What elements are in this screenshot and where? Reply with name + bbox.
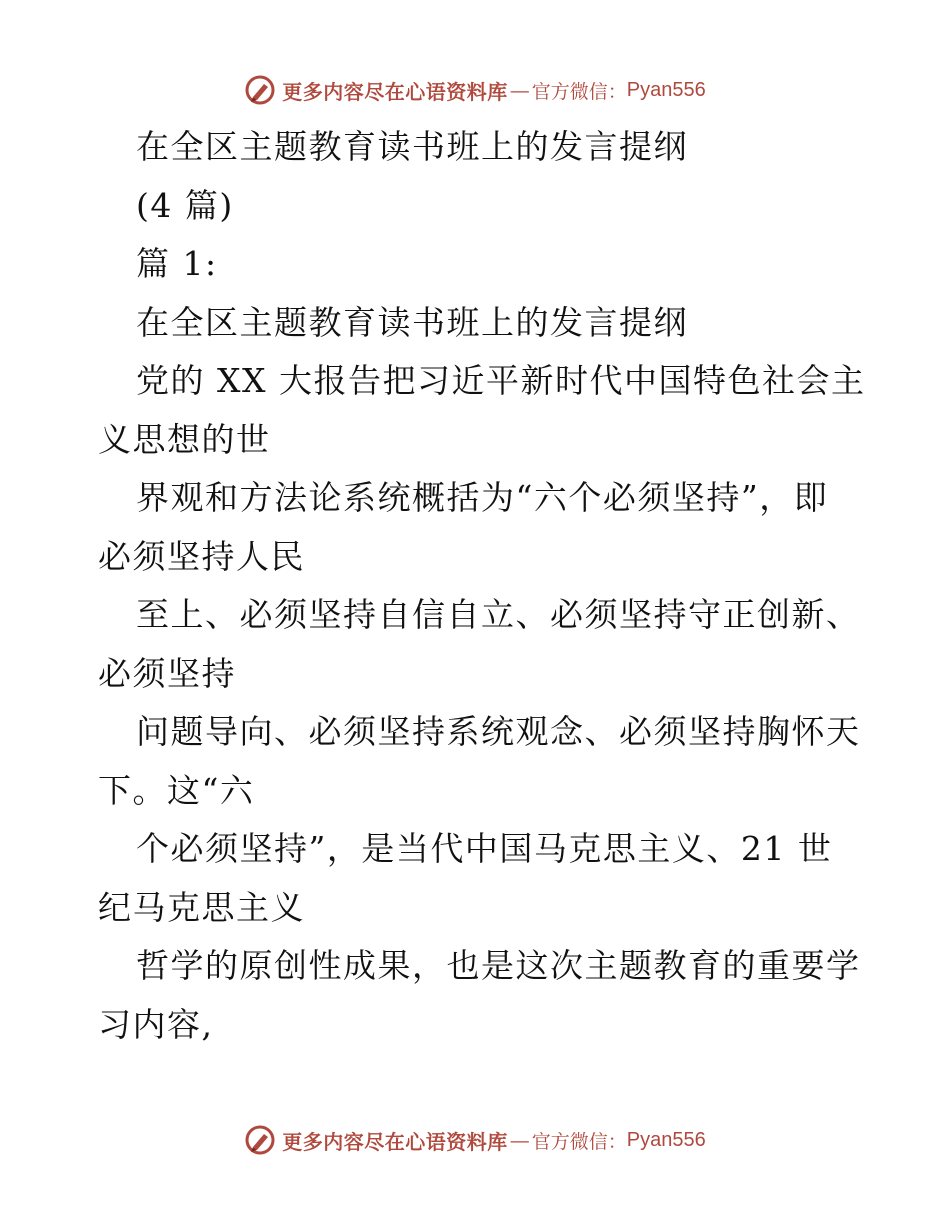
banner-official-label: 官方微信： bbox=[531, 80, 627, 103]
text-line: 必须坚持 bbox=[98, 653, 236, 693]
text-line: 篇 1: bbox=[136, 244, 218, 283]
text-line: 至上、必须坚持自信自立、必须坚持守正创新、 bbox=[136, 595, 861, 634]
banner-title: 更多内容尽在心语资料库 bbox=[282, 79, 508, 104]
text-line: 个必须坚持”，是当代中国马克思主义、21 世 bbox=[136, 829, 833, 868]
text-line: 党的 XX 大报告把习近平新时代中国特色社会主 bbox=[136, 361, 866, 400]
text-line: 在全区主题教育读书班上的发言提纲 bbox=[136, 302, 688, 342]
text-line: 纪马克思主义 bbox=[98, 887, 305, 927]
banner-wechat-id: Pyan556 bbox=[626, 1128, 706, 1151]
text-line: (4 篇) bbox=[136, 185, 234, 225]
text-line: 习内容, bbox=[98, 1004, 214, 1044]
header-banner bbox=[0, 70, 950, 110]
text-line: 在全区主题教育读书班上的发言提纲 bbox=[136, 127, 688, 166]
text-line: 哲学的原创性成果，也是这次主题教育的重要学 bbox=[136, 946, 861, 985]
text-line: 义思想的世 bbox=[98, 419, 271, 459]
text-line: 界观和方法论系统概括为“六个必须坚持”，即 bbox=[136, 478, 829, 517]
pen-logo-icon bbox=[244, 74, 276, 106]
text-line: 下。这“六 bbox=[98, 770, 255, 810]
banner-separator: — bbox=[509, 1128, 530, 1152]
document-body bbox=[98, 118, 866, 1054]
pen-logo-icon bbox=[244, 1124, 276, 1156]
banner-wechat-id: Pyan556 bbox=[626, 78, 706, 101]
footer-banner bbox=[0, 1120, 950, 1160]
banner-official-label: 官方微信： bbox=[531, 1130, 627, 1153]
text-line: 必须坚持人民 bbox=[98, 536, 305, 576]
banner-title: 更多内容尽在心语资料库 bbox=[282, 1129, 508, 1154]
banner-separator: — bbox=[509, 78, 530, 102]
text-line: 问题导向、必须坚持系统观念、必须坚持胸怀天 bbox=[136, 712, 861, 751]
